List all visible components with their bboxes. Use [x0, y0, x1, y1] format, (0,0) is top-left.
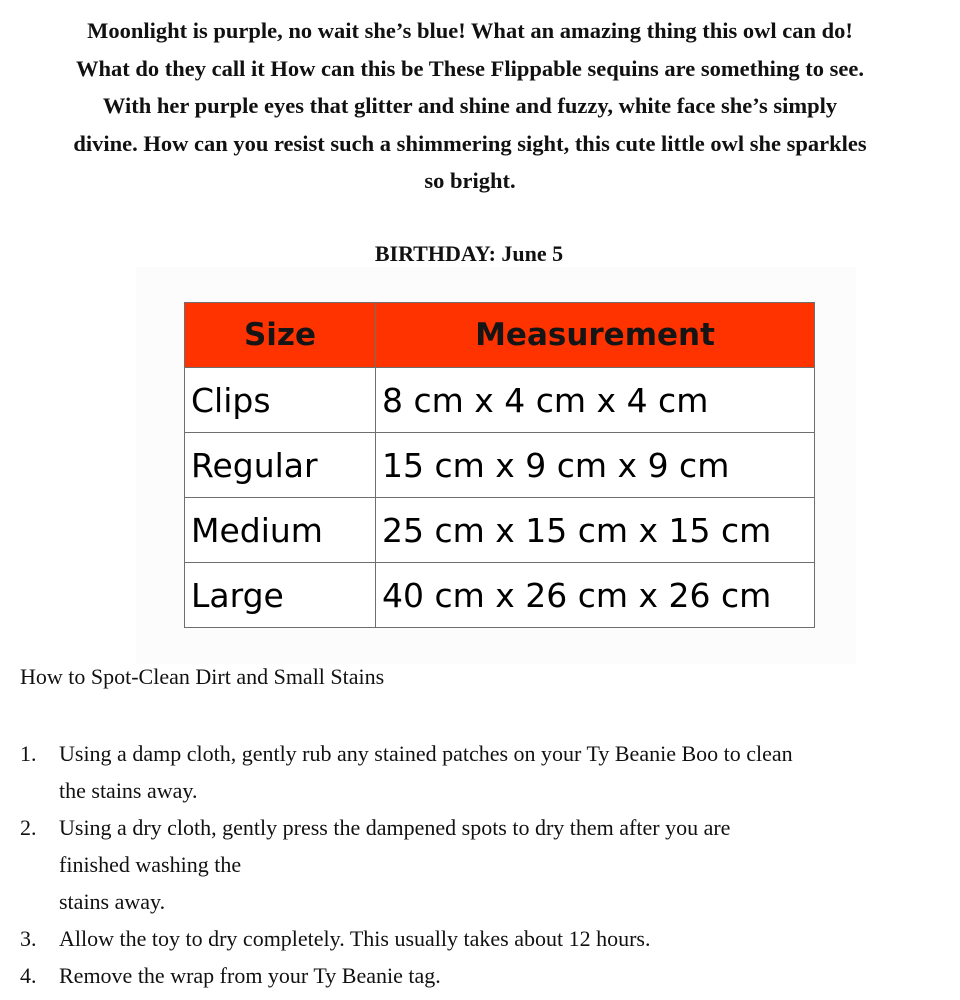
step-text: Allow the toy to dry completely. This usually takes about 12 hours.: [59, 926, 651, 951]
birthday-heading: BIRTHDAY: June 5: [374, 241, 564, 266]
table-row: [185, 498, 815, 563]
table-header-row: [185, 303, 815, 368]
cleaning-steps-list: [20, 735, 940, 994]
measurement-cell: 8 cm x 4 cm x 4 cm: [376, 368, 815, 433]
header-measurement: Measurement: [376, 303, 815, 368]
step-text: Remove the wrap from your Ty Beanie tag.: [59, 963, 441, 988]
step-number: 1.: [20, 741, 37, 766]
step-text: the stains away.: [59, 778, 198, 803]
table-row: [185, 368, 815, 433]
size-cell: Large: [185, 563, 376, 628]
measurement-cell: 15 cm x 9 cm x 9 cm: [376, 433, 815, 498]
measurement-cell: 25 cm x 15 cm x 15 cm: [376, 498, 815, 563]
step-text: Using a dry cloth, gently press the dampened spots to dry them after you are: [59, 815, 731, 840]
measurement-cell: 40 cm x 26 cm x 26 cm: [376, 563, 815, 628]
poem-line: Moonlight is purple, no wait she’s blue! What an amazing thing this owl can do!: [87, 18, 853, 43]
poem-paragraph: [10, 12, 930, 200]
list-item: [20, 735, 940, 809]
poem-line: What do they call it How can this be These Flippable sequins are something to see.: [76, 55, 864, 81]
step-number: 3.: [20, 926, 37, 951]
size-cell: Clips: [185, 368, 376, 433]
step-number: 2.: [20, 815, 37, 840]
table-row: [185, 563, 815, 628]
poem-line: With her purple eyes that glitter and shine and fuzzy, white face she’s simply: [102, 93, 838, 118]
size-cell: Medium: [185, 498, 376, 563]
size-table-panel: [136, 267, 856, 664]
cleaning-title: How to Spot-Clean Dirt and Small Stains: [20, 664, 385, 689]
poem-line: divine. How can you resist such a shimmering sight, this cute little owl she sparkles: [73, 130, 867, 156]
header-size: Size: [185, 303, 376, 368]
list-item: [20, 920, 940, 957]
step-text: stains away.: [59, 889, 166, 914]
size-table: [184, 302, 815, 628]
step-number: 4.: [20, 963, 37, 988]
poem-line: so bright.: [424, 168, 516, 193]
list-item: [20, 957, 940, 994]
list-item: [20, 809, 940, 920]
size-cell: Regular: [185, 433, 376, 498]
table-row: [185, 433, 815, 498]
step-text: Using a damp cloth, gently rub any stained patches on your Ty Beanie Boo to clean: [59, 741, 793, 766]
step-text: finished washing the: [59, 852, 242, 877]
